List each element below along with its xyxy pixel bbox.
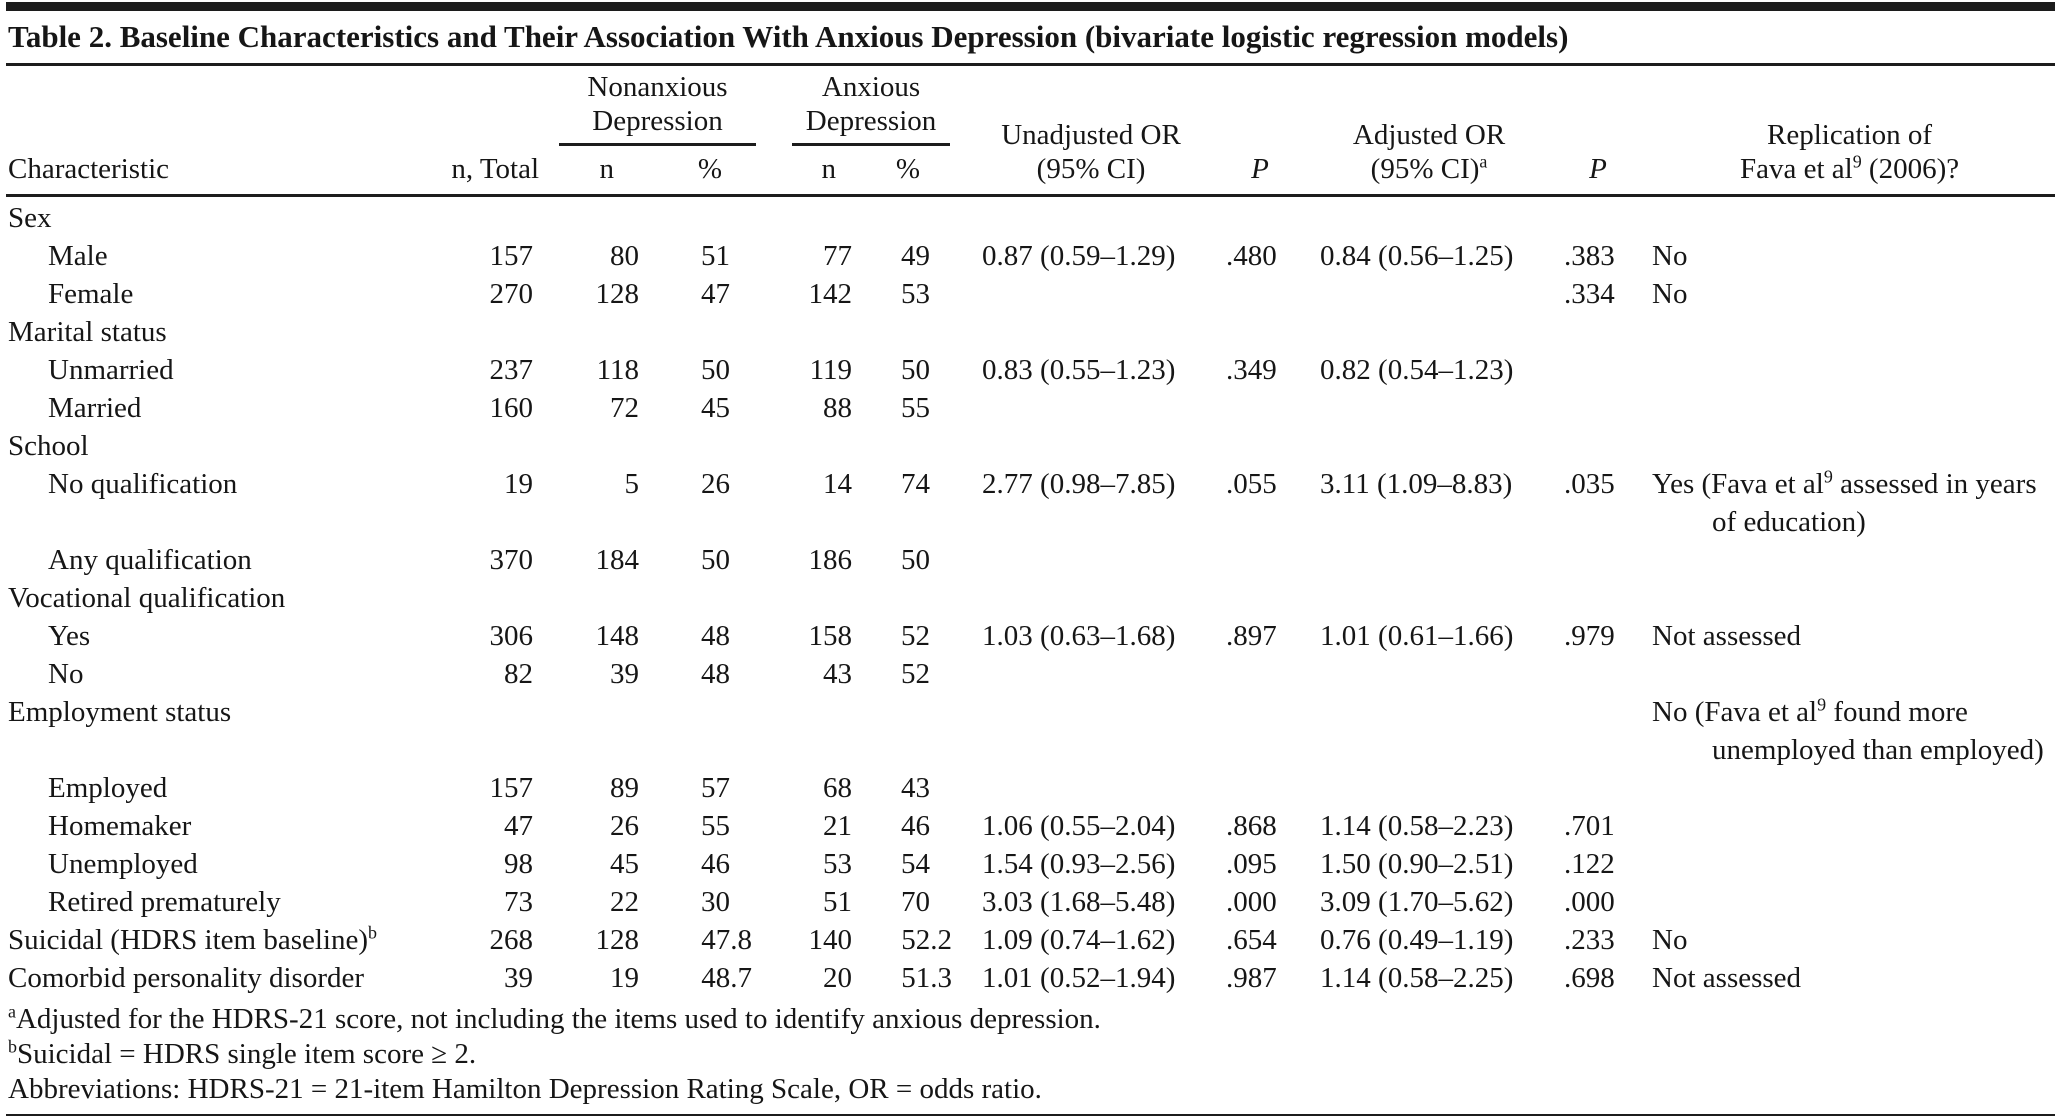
cell-unadjusted-p: [1214, 579, 1306, 617]
cell-replication: Not assessed: [1652, 962, 1802, 994]
cell-replication: No (Fava et $al^9$ found more unemployed than employed): [1652, 694, 2044, 766]
cell-unadjusted-or: 0.87 (0.59–1.29): [982, 240, 1176, 272]
cell-adjusted-p: [1552, 196, 1644, 238]
cell-replication: [1644, 196, 2055, 238]
cell-nonanxious-pct: 47.8: [701, 924, 753, 956]
cell-nonanxious-n: 39: [610, 658, 639, 690]
col-group-anxious-depression: Anxious Depression: [774, 66, 968, 146]
cell-characteristic: Sex: [8, 202, 52, 234]
cell-characteristic: Yes: [48, 620, 91, 652]
superscript: a: [1479, 151, 1488, 172]
cell-adjusted-or: 3.11 (1.09–8.83): [1320, 468, 1513, 500]
cell-nonanxious-n: 184: [595, 544, 639, 576]
cell-adjusted-p: .000: [1564, 886, 1615, 918]
cell-adjusted-or: [1306, 275, 1552, 313]
cell-adjusted-p: [1552, 693, 1644, 769]
cell-nonanxious-pct: 48.7: [701, 962, 753, 994]
cell-nonanxious-n: [541, 313, 649, 351]
table-row: [6, 275, 2055, 313]
cell-anxious-n: 53: [823, 848, 853, 880]
col-header-nonanxious-pct: %: [697, 153, 723, 185]
cell-unadjusted-or: [968, 541, 1214, 579]
cell-unadjusted-p: .897: [1226, 620, 1277, 652]
table-body: [6, 196, 2055, 998]
cell-adjusted-or: 1.14 (0.58–2.25): [1320, 962, 1514, 994]
cell-unadjusted-p: [1214, 655, 1306, 693]
cell-n-total: 160: [489, 392, 533, 424]
cell-nonanxious-n: 128: [595, 278, 639, 310]
cell-anxious-pct: 54: [901, 848, 931, 880]
cell-anxious-pct: 46: [901, 810, 931, 842]
table-row: [6, 845, 2055, 883]
cell-adjusted-p: [1552, 579, 1644, 617]
cell-anxious-n: [774, 196, 866, 238]
cell-replication: [1644, 313, 2055, 351]
cell-replication: [1644, 579, 2055, 617]
cell-anxious-n: [774, 427, 866, 465]
table-row: [6, 769, 2055, 807]
superscript: 9: [1817, 694, 1827, 715]
cell-nonanxious-pct: 46: [701, 848, 731, 880]
cell-anxious-n: 43: [823, 658, 853, 690]
cell-nonanxious-pct: 50: [701, 354, 731, 386]
cell-adjusted-p: [1552, 313, 1644, 351]
cell-unadjusted-or: [968, 196, 1214, 238]
cell-n-total: [436, 579, 541, 617]
cell-anxious-n: 186: [808, 544, 853, 576]
cell-replication: [1644, 807, 2055, 845]
cell-anxious-pct: 52.2: [901, 924, 953, 956]
cell-anxious-n: 88: [823, 392, 853, 424]
cell-adjusted-p: .701: [1564, 810, 1615, 842]
cell-n-total: [436, 196, 541, 238]
table-row: [6, 693, 2055, 769]
cell-anxious-pct: 55: [901, 392, 931, 424]
cell-unadjusted-or: [968, 389, 1214, 427]
table-row: [6, 807, 2055, 845]
cell-nonanxious-n: 89: [610, 772, 639, 804]
cell-characteristic: Unemployed: [48, 848, 198, 880]
table-row: [6, 389, 2055, 427]
col-header-anxious-pct: %: [895, 153, 921, 185]
cell-nonanxious-pct: 55: [701, 810, 731, 842]
cell-anxious-pct: [866, 579, 968, 617]
cell-replication: [1644, 769, 2055, 807]
cell-anxious-n: [774, 313, 866, 351]
table-row: [6, 883, 2055, 921]
table-row: [6, 351, 2055, 389]
table-row: [6, 196, 2055, 238]
cell-unadjusted-or: [968, 655, 1214, 693]
cell-anxious-pct: 53: [901, 278, 931, 310]
cell-characteristic: Employment status: [8, 696, 232, 728]
cell-n-total: 237: [489, 354, 533, 386]
cell-characteristic: Homemaker: [48, 810, 192, 842]
cell-adjusted-p: .698: [1564, 962, 1615, 994]
cell-nonanxious-pct: 45: [701, 392, 731, 424]
cell-anxious-n: 119: [809, 354, 853, 386]
cell-replication: No: [1652, 240, 1688, 272]
cell-unadjusted-or: 2.77 (0.98–7.85): [982, 468, 1176, 500]
cell-n-total: 19: [504, 468, 533, 500]
cell-n-total: 370: [489, 544, 533, 576]
cell-adjusted-p: .035: [1564, 468, 1615, 500]
cell-unadjusted-p: .000: [1226, 886, 1277, 918]
group-spanner-rule: Depression: [792, 104, 950, 146]
cell-adjusted-or: [1306, 389, 1552, 427]
superscript: 9: [1852, 151, 1862, 172]
cell-nonanxious-pct: [649, 196, 774, 238]
cell-adjusted-p: [1552, 541, 1644, 579]
cell-nonanxious-pct: 51: [701, 240, 731, 272]
cell-unadjusted-or: [968, 313, 1214, 351]
group-spanner-rule: Depression: [559, 104, 756, 146]
cell-nonanxious-n: 22: [610, 886, 639, 918]
cell-anxious-n: 142: [808, 278, 853, 310]
cell-anxious-pct: 74: [901, 468, 931, 500]
footnote-b: $^b$Suicidal = HDRS single item score ≥ 2.: [8, 1036, 477, 1070]
footnote-a: $^a$Adjusted for the HDRS-21 score, not including the items used to identify anxious depression.: [8, 1001, 1101, 1035]
cell-replication: [1644, 389, 2055, 427]
cell-anxious-pct: [866, 693, 968, 769]
cell-n-total: 73: [504, 886, 533, 918]
cell-anxious-pct: 52: [901, 658, 931, 690]
cell-n-total: [436, 427, 541, 465]
cell-n-total: [436, 313, 541, 351]
cell-adjusted-p: .334: [1564, 278, 1615, 310]
cell-nonanxious-pct: 57: [701, 772, 731, 804]
cell-anxious-n: [774, 693, 866, 769]
cell-anxious-n: 20: [823, 962, 853, 994]
cell-nonanxious-n: 148: [595, 620, 639, 652]
col-header-characteristic: Characteristic: [8, 153, 170, 185]
cell-n-total: 82: [504, 658, 533, 690]
table-row: [6, 465, 2055, 541]
table-row: [6, 237, 2055, 275]
cell-unadjusted-or: [968, 579, 1214, 617]
table-header: [6, 66, 2055, 196]
cell-characteristic: Any qualification: [48, 544, 252, 576]
cell-adjusted-p: [1552, 351, 1644, 389]
cell-nonanxious-pct: 48: [701, 658, 731, 690]
cell-adjusted-or: 3.09 (1.70–5.62): [1320, 886, 1514, 918]
cell-unadjusted-or: 1.01 (0.52–1.94): [982, 962, 1176, 994]
cell-unadjusted-or: 3.03 (1.68–5.48): [982, 886, 1176, 918]
header-row-groups: [6, 66, 2055, 146]
cell-nonanxious-n: 118: [596, 354, 639, 386]
baseline-characteristics-table: [6, 66, 2055, 997]
cell-unadjusted-p: .349: [1226, 354, 1277, 386]
cell-nonanxious-pct: 50: [701, 544, 731, 576]
table-row: [6, 579, 2055, 617]
cell-nonanxious-n: 19: [610, 962, 639, 994]
cell-characteristic: No qualification: [48, 468, 238, 500]
cell-characteristic: School: [8, 430, 89, 462]
col-header-unadjusted-or: Unadjusted OR (95% CI): [1001, 119, 1181, 185]
cell-nonanxious-pct: 26: [701, 468, 731, 500]
cell-characteristic: Vocational qualification: [8, 582, 286, 614]
cell-anxious-n: [774, 579, 866, 617]
cell-adjusted-or: 0.84 (0.56–1.25): [1320, 240, 1514, 272]
cell-unadjusted-or: [968, 693, 1214, 769]
cell-characteristic: Employed: [48, 772, 168, 804]
cell-nonanxious-n: 5: [624, 468, 639, 500]
cell-anxious-n: 21: [823, 810, 853, 842]
cell-adjusted-p: [1552, 427, 1644, 465]
cell-characteristic: Retired prematurely: [48, 886, 281, 918]
cell-anxious-pct: 43: [901, 772, 931, 804]
cell-n-total: 157: [489, 240, 533, 272]
footnotes: [6, 1002, 2055, 1107]
cell-nonanxious-n: [541, 427, 649, 465]
cell-adjusted-or: [1306, 769, 1552, 807]
cell-anxious-pct: 50: [901, 354, 931, 386]
superscript: a: [8, 1001, 16, 1022]
table-row: [6, 959, 2055, 997]
cell-n-total: 157: [489, 772, 533, 804]
cell-replication: [1644, 351, 2055, 389]
cell-replication: [1644, 883, 2055, 921]
cell-nonanxious-pct: 47: [701, 278, 731, 310]
cell-unadjusted-p: [1214, 693, 1306, 769]
cell-nonanxious-n: [541, 196, 649, 238]
cell-nonanxious-n: 128: [595, 924, 639, 956]
cell-replication: [1644, 655, 2055, 693]
cell-unadjusted-p: [1214, 541, 1306, 579]
cell-anxious-pct: [866, 313, 968, 351]
table-row: [6, 427, 2055, 465]
cell-adjusted-or: [1306, 541, 1552, 579]
cell-nonanxious-n: 26: [610, 810, 639, 842]
cell-unadjusted-or: [968, 769, 1214, 807]
table-title: Table 2. Baseline Characteristics and Their Association With Anxious Depression (bivariate logistic regression models): [6, 17, 2055, 66]
cell-anxious-n: 140: [808, 924, 853, 956]
cell-unadjusted-p: .480: [1226, 240, 1277, 272]
cell-nonanxious-n: 45: [610, 848, 639, 880]
cell-unadjusted-p: [1214, 427, 1306, 465]
cell-unadjusted-p: [1214, 769, 1306, 807]
cell-characteristic: Married: [48, 392, 142, 424]
cell-characteristic: Female: [48, 278, 134, 310]
cell-nonanxious-n: [541, 693, 649, 769]
table-row: [6, 541, 2055, 579]
cell-adjusted-p: .979: [1564, 620, 1615, 652]
cell-anxious-pct: [866, 427, 968, 465]
cell-n-total: [436, 693, 541, 769]
cell-characteristic: Comorbid personality disorder: [8, 962, 365, 994]
cell-nonanxious-n: 80: [610, 240, 639, 272]
cell-unadjusted-or: 1.03 (0.63–1.68): [982, 620, 1176, 652]
cell-adjusted-p: [1552, 389, 1644, 427]
cell-n-total: 268: [489, 924, 533, 956]
cell-nonanxious-pct: [649, 427, 774, 465]
cell-nonanxious-n: 72: [610, 392, 639, 424]
cell-anxious-pct: 50: [901, 544, 931, 576]
cell-replication: Yes (Fava et $al^9$ assessed in years of education): [1652, 466, 2037, 538]
cell-anxious-n: 14: [823, 468, 853, 500]
cell-anxious-pct: 51.3: [901, 962, 953, 994]
cell-adjusted-or: 1.14 (0.58–2.23): [1320, 810, 1514, 842]
cell-characteristic: Marital status: [8, 316, 167, 348]
cell-adjusted-p: .233: [1564, 924, 1615, 956]
col-header-anxious-n: n: [821, 153, 837, 185]
cell-adjusted-or: [1306, 579, 1552, 617]
col-header-n-total: n, Total: [451, 153, 539, 185]
cell-nonanxious-n: [541, 579, 649, 617]
cell-replication: Not assessed: [1652, 620, 1802, 652]
cell-anxious-n: 68: [823, 772, 853, 804]
cell-replication: [1644, 541, 2055, 579]
superscript: b: [8, 1036, 17, 1057]
cell-adjusted-or: [1306, 313, 1552, 351]
cell-unadjusted-or: 1.06 (0.55–2.04): [982, 810, 1176, 842]
cell-unadjusted-p: [1214, 389, 1306, 427]
cell-adjusted-or: 0.76 (0.49–1.19): [1320, 924, 1514, 956]
cell-unadjusted-or: 0.83 (0.55–1.23): [982, 354, 1176, 386]
table-row: [6, 921, 2055, 959]
cell-anxious-n: 77: [823, 240, 853, 272]
cell-unadjusted-or: 1.54 (0.93–2.56): [982, 848, 1176, 880]
table-row: [6, 617, 2055, 655]
cell-nonanxious-pct: 30: [701, 886, 731, 918]
cell-n-total: 47: [504, 810, 533, 842]
cell-replication: No: [1652, 924, 1688, 956]
cell-anxious-n: 158: [808, 620, 853, 652]
cell-adjusted-or: [1306, 693, 1552, 769]
cell-adjusted-p: [1552, 769, 1644, 807]
col-header-adjusted-or: Adjusted OR (95% CI)$^a$: [1352, 119, 1506, 185]
superscript: b: [368, 922, 378, 943]
cell-adjusted-p: [1552, 655, 1644, 693]
cell-n-total: 98: [504, 848, 533, 880]
cell-anxious-pct: 52: [901, 620, 931, 652]
superscript: 9: [1823, 466, 1833, 487]
cell-unadjusted-p: .095: [1226, 848, 1277, 880]
cell-anxious-pct: 70: [901, 886, 931, 918]
cell-nonanxious-pct: [649, 579, 774, 617]
cell-adjusted-p: .383: [1564, 240, 1615, 272]
cell-replication: [1644, 427, 2055, 465]
cell-unadjusted-or: [968, 427, 1214, 465]
cell-unadjusted-p: [1214, 275, 1306, 313]
cell-characteristic: Unmarried: [48, 354, 174, 386]
cell-anxious-pct: [866, 196, 968, 238]
cell-adjusted-or: [1306, 196, 1552, 238]
col-header-p-unadjusted: P: [1251, 153, 1269, 185]
cell-adjusted-or: [1306, 427, 1552, 465]
cell-unadjusted-or: 1.09 (0.74–1.62): [982, 924, 1176, 956]
cell-n-total: 39: [504, 962, 533, 994]
cell-nonanxious-pct: [649, 693, 774, 769]
cell-n-total: 306: [489, 620, 533, 652]
cell-unadjusted-p: .055: [1226, 468, 1277, 500]
table-row: [6, 313, 2055, 351]
table-row: [6, 655, 2055, 693]
cell-adjusted-or: 0.82 (0.54–1.23): [1320, 354, 1514, 386]
cell-characteristic: No: [48, 658, 84, 690]
cell-nonanxious-pct: 48: [701, 620, 731, 652]
col-header-nonanxious-n: n: [599, 153, 614, 185]
col-group-nonanxious-depression: Nonanxious Depression: [541, 66, 774, 146]
cell-characteristic: Suicidal (HDRS item baseline)$^b$: [8, 922, 378, 956]
top-rule: [6, 2, 2055, 11]
cell-adjusted-p: .122: [1564, 848, 1615, 880]
cell-unadjusted-p: .654: [1226, 924, 1277, 956]
cell-unadjusted-p: .987: [1226, 962, 1277, 994]
cell-nonanxious-pct: [649, 313, 774, 351]
cell-characteristic: Male: [48, 240, 108, 272]
cell-unadjusted-or: [968, 275, 1214, 313]
cell-unadjusted-p: .868: [1226, 810, 1277, 842]
footnote-abbreviations: Abbreviations: HDRS-21 = 21-item Hamilton Depression Rating Scale, OR = odds ratio.: [8, 1073, 1042, 1105]
cell-adjusted-or: [1306, 655, 1552, 693]
cell-unadjusted-p: [1214, 196, 1306, 238]
col-header-replication: Replication of Fava et $al^9$ (2006)?: [1739, 119, 1960, 185]
cell-n-total: 270: [489, 278, 533, 310]
cell-adjusted-or: 1.50 (0.90–2.51): [1320, 848, 1514, 880]
cell-anxious-pct: 49: [901, 240, 931, 272]
cell-adjusted-or: 1.01 (0.61–1.66): [1320, 620, 1514, 652]
cell-unadjusted-p: [1214, 313, 1306, 351]
cell-replication: [1644, 845, 2055, 883]
col-header-p-adjusted: P: [1589, 153, 1607, 185]
cell-anxious-n: 51: [823, 886, 853, 918]
cell-replication: No: [1652, 278, 1688, 310]
